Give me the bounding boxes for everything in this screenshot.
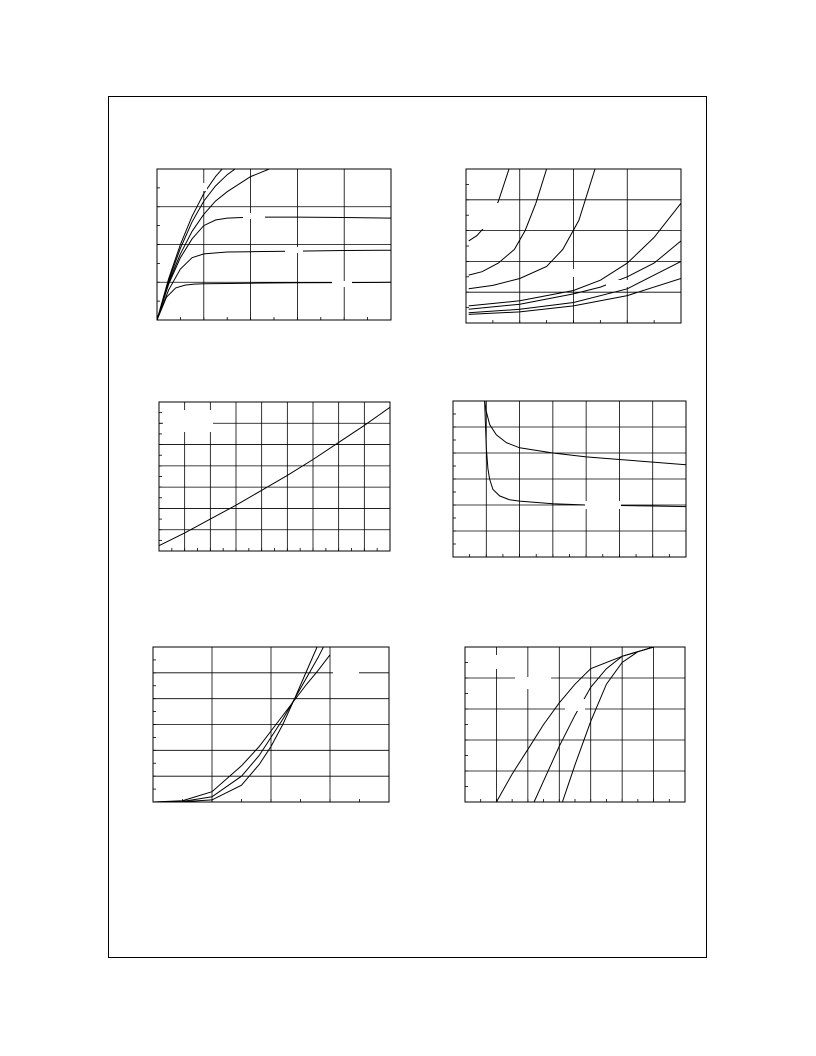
series-group [485, 401, 686, 507]
series-line-2 [534, 647, 654, 802]
series-line-4 [157, 217, 391, 320]
legend-label-box [163, 410, 213, 432]
series-line-3 [157, 150, 391, 320]
curve-label-box [243, 213, 265, 219]
grid [466, 169, 681, 323]
curve-label-box [515, 677, 551, 689]
curve-label-box [332, 281, 352, 287]
chart-log-characteristics [465, 647, 685, 802]
curve-label-box [585, 501, 621, 509]
chart-transfer-characteristics [153, 647, 389, 802]
series-line-1 [485, 401, 686, 465]
series-line-2 [485, 401, 686, 507]
legend-label-box [473, 655, 507, 669]
series-line-3 [153, 655, 330, 802]
series-line-6 [157, 282, 391, 320]
legend-label-box [165, 183, 207, 191]
plot-area-frame [465, 647, 685, 802]
chart-on-resistance-vs-temperature [159, 402, 390, 551]
series-group [496, 647, 653, 802]
curve-label-box [606, 280, 628, 287]
curve-label-box [562, 269, 584, 277]
grid [157, 169, 391, 320]
series-line-2 [153, 634, 330, 802]
grid [453, 401, 686, 557]
series-line-1 [496, 647, 653, 802]
chart-on-resistance-variation [466, 169, 681, 323]
curve-label-box [333, 667, 359, 675]
legend-label-box [480, 203, 508, 229]
curve-label-box [285, 247, 303, 253]
curve-label-box [565, 699, 585, 711]
chart-output-characteristics [157, 169, 391, 320]
series-line-2 [157, 150, 391, 320]
chart-capacitance-characteristics [453, 401, 686, 557]
curve-label-box [595, 723, 613, 733]
grid [465, 647, 685, 802]
series-line-5 [157, 250, 391, 320]
series-group [157, 150, 391, 320]
series-line-1 [157, 150, 391, 320]
